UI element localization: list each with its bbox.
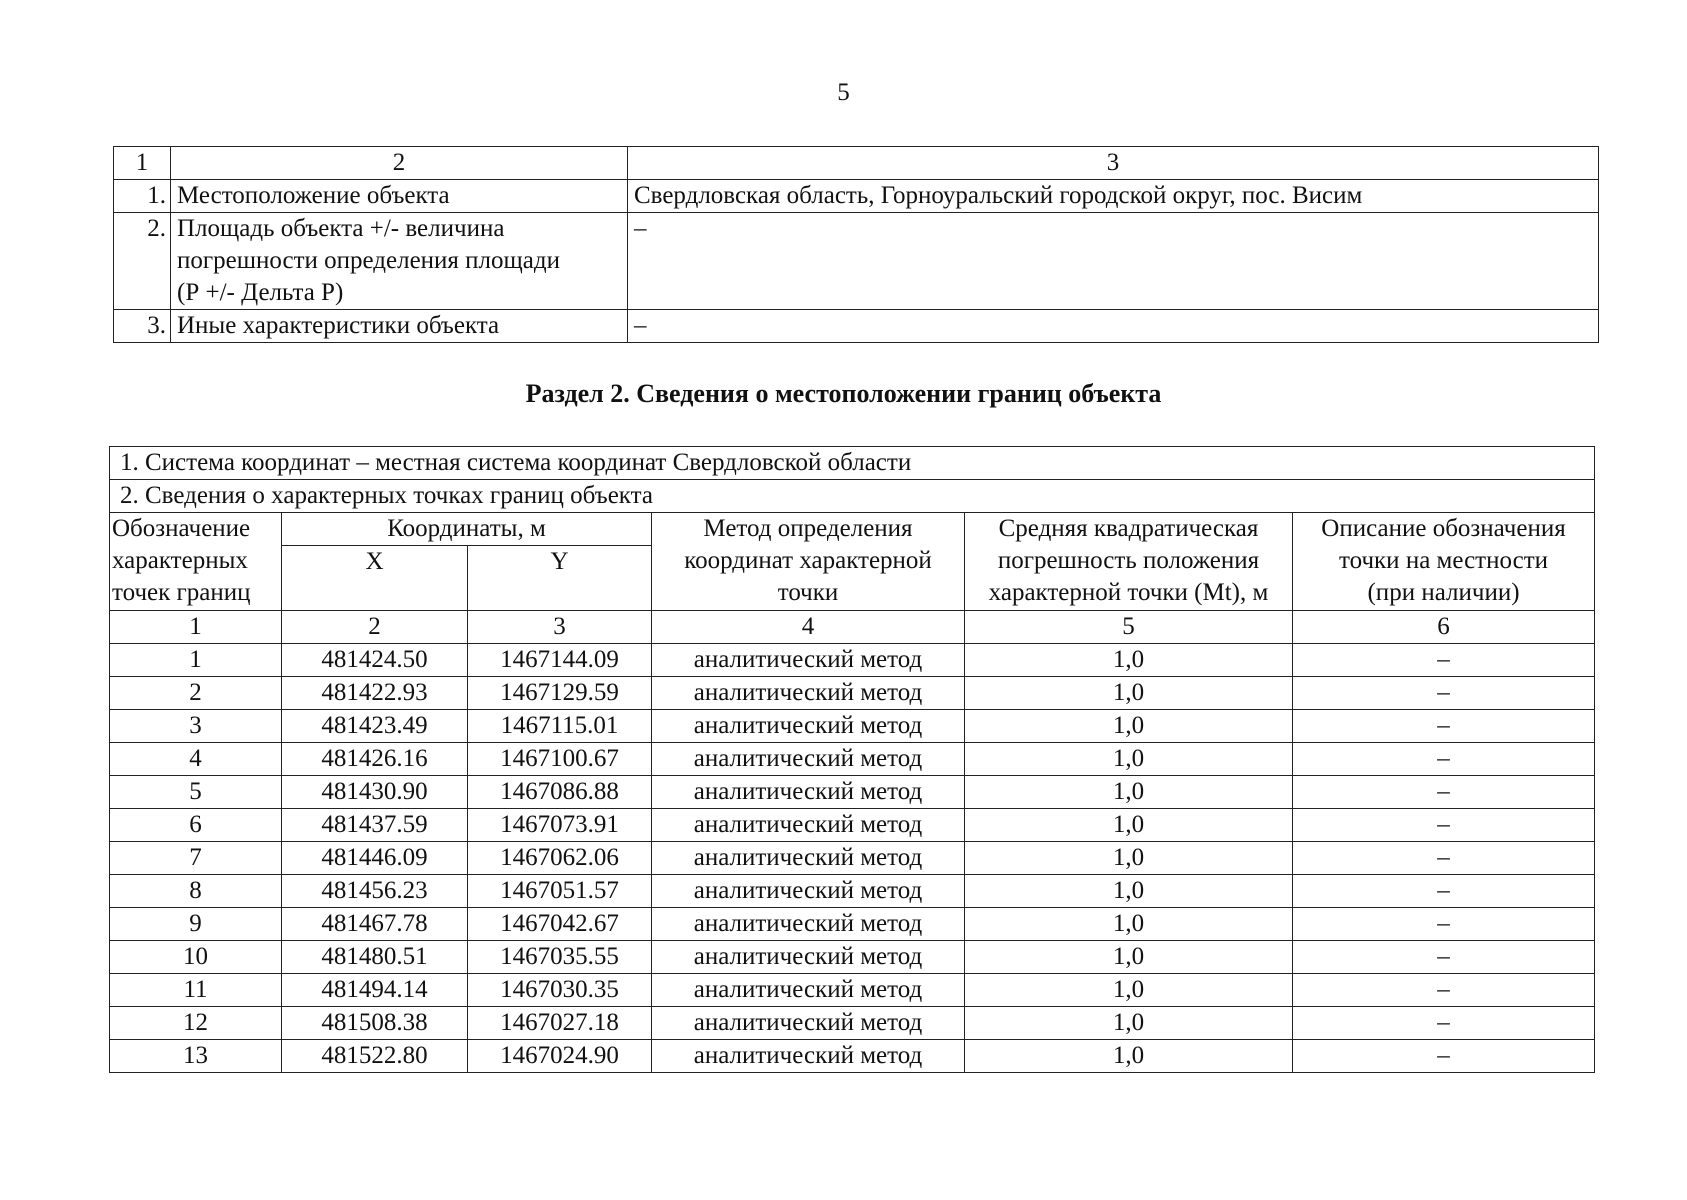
row-label: Иные характеристики объекта [171,310,628,343]
method-cell: аналитический метод [652,677,965,710]
point-number-cell: 10 [110,941,282,974]
mt-error-cell: 1,0 [965,875,1293,908]
column-number: 3 [468,611,652,644]
method-cell: аналитический метод [652,842,965,875]
boundary-points-table [109,446,1595,1073]
description-cell: – [1293,1007,1595,1040]
column-number: 3 [628,147,1599,180]
header-method [652,513,965,611]
mt-error-cell: 1,0 [965,908,1293,941]
label-line: (Р +/- Дельта Р) [177,279,344,306]
table-row [110,710,1595,743]
y-coordinate-cell: 1467115.01 [468,710,652,743]
header-line: Описание обозначения [1321,515,1566,542]
point-number-cell: 11 [110,974,282,1007]
header-y: Y [468,546,652,611]
method-cell: аналитический метод [652,1040,965,1073]
point-number-cell: 13 [110,1040,282,1073]
header-designation [110,513,282,611]
description-cell: – [1293,644,1595,677]
description-cell: – [1293,743,1595,776]
header-line: координат характерной [684,547,932,574]
x-coordinate-cell: 481422.93 [282,677,468,710]
header-line: точки [777,579,839,606]
row-label [171,213,628,310]
method-cell: аналитический метод [652,710,965,743]
points-info-text: 2. Сведения о характерных точках границ объекта [110,480,1595,513]
x-coordinate-cell: 481430.90 [282,776,468,809]
method-cell: аналитический метод [652,875,965,908]
column-number: 5 [965,611,1293,644]
table-header-row [110,513,1595,546]
row-value: – [628,213,1599,310]
header-x: X [282,546,468,611]
y-coordinate-cell: 1467144.09 [468,644,652,677]
points-info-row [110,480,1595,513]
table-row [110,644,1595,677]
header-line: характерной точки (Mt), м [988,579,1269,606]
row-value: – [628,310,1599,343]
header-description [1293,513,1595,611]
table-row [114,310,1599,343]
method-cell: аналитический метод [652,1007,965,1040]
table-row [110,974,1595,1007]
method-cell: аналитический метод [652,809,965,842]
table-row [114,180,1599,213]
point-number-cell: 5 [110,776,282,809]
point-number-cell: 1 [110,644,282,677]
x-coordinate-cell: 481467.78 [282,908,468,941]
section-title: Раздел 2. Сведения о местоположении границ объекта [525,379,1162,408]
point-number-cell: 7 [110,842,282,875]
method-cell: аналитический метод [652,776,965,809]
y-coordinate-cell: 1467073.91 [468,809,652,842]
method-cell: аналитический метод [652,743,965,776]
label-line: погрешности определения площади [177,247,560,274]
table-row [110,743,1595,776]
header-line: Обозначение [112,515,251,542]
header-line: (при наличии) [1367,579,1520,606]
x-coordinate-cell: 481446.09 [282,842,468,875]
method-cell: аналитический метод [652,644,965,677]
point-number-cell: 8 [110,875,282,908]
description-cell: – [1293,677,1595,710]
mt-error-cell: 1,0 [965,809,1293,842]
column-number: 4 [652,611,965,644]
mt-error-cell: 1,0 [965,941,1293,974]
y-coordinate-cell: 1467027.18 [468,1007,652,1040]
description-cell: – [1293,941,1595,974]
description-cell: – [1293,776,1595,809]
header-error [965,513,1293,611]
object-info-table [113,146,1599,343]
table-row [110,677,1595,710]
y-coordinate-cell: 1467030.35 [468,974,652,1007]
row-value: Свердловская область, Горноуральский городской округ, пос. Висим [628,180,1599,213]
x-coordinate-cell: 481437.59 [282,809,468,842]
y-coordinate-cell: 1467086.88 [468,776,652,809]
table-row [110,941,1595,974]
x-coordinate-cell: 481456.23 [282,875,468,908]
mt-error-cell: 1,0 [965,842,1293,875]
x-coordinate-cell: 481522.80 [282,1040,468,1073]
table-row [110,809,1595,842]
description-cell: – [1293,908,1595,941]
y-coordinate-cell: 1467062.06 [468,842,652,875]
page-number: 5 [837,79,850,106]
column-number: 6 [1293,611,1595,644]
table-row [110,908,1595,941]
coordinate-system-row [110,447,1595,480]
table-row [110,875,1595,908]
mt-error-cell: 1,0 [965,644,1293,677]
column-number: 1 [110,611,282,644]
y-coordinate-cell: 1467129.59 [468,677,652,710]
table-row [110,776,1595,809]
header-line: характерных [112,547,248,574]
method-cell: аналитический метод [652,974,965,1007]
coordinate-system-text: 1. Система координат – местная система координат Свердловской области [110,447,1595,480]
y-coordinate-cell: 1467024.90 [468,1040,652,1073]
mt-error-cell: 1,0 [965,710,1293,743]
row-number: 1. [114,180,171,213]
x-coordinate-cell: 481494.14 [282,974,468,1007]
mt-error-cell: 1,0 [965,974,1293,1007]
point-number-cell: 4 [110,743,282,776]
point-number-cell: 12 [110,1007,282,1040]
mt-error-cell: 1,0 [965,743,1293,776]
table-row [114,213,1599,310]
x-coordinate-cell: 481480.51 [282,941,468,974]
description-cell: – [1293,974,1595,1007]
column-numbers-row [110,611,1595,644]
point-number-cell: 9 [110,908,282,941]
header-line: погрешность положения [997,547,1260,574]
x-coordinate-cell: 481424.50 [282,644,468,677]
point-number-cell: 2 [110,677,282,710]
row-label: Местоположение объекта [171,180,628,213]
method-cell: аналитический метод [652,941,965,974]
x-coordinate-cell: 481508.38 [282,1007,468,1040]
table-row [110,1040,1595,1073]
mt-error-cell: 1,0 [965,1007,1293,1040]
y-coordinate-cell: 1467100.67 [468,743,652,776]
y-coordinate-cell: 1467051.57 [468,875,652,908]
description-cell: – [1293,842,1595,875]
column-number: 2 [171,147,628,180]
table-row [110,842,1595,875]
description-cell: – [1293,1040,1595,1073]
column-number: 1 [114,147,171,180]
row-number: 2. [114,213,171,310]
y-coordinate-cell: 1467035.55 [468,941,652,974]
x-coordinate-cell: 481426.16 [282,743,468,776]
header-line: точки на местности [1339,547,1548,574]
table-header-row [114,147,1599,180]
description-cell: – [1293,710,1595,743]
header-line: Метод определения [703,515,913,542]
mt-error-cell: 1,0 [965,776,1293,809]
description-cell: – [1293,809,1595,842]
header-coordinates: Координаты, м [282,513,652,546]
mt-error-cell: 1,0 [965,1040,1293,1073]
method-cell: аналитический метод [652,908,965,941]
mt-error-cell: 1,0 [965,677,1293,710]
description-cell: – [1293,875,1595,908]
y-coordinate-cell: 1467042.67 [468,908,652,941]
table-row [110,1007,1595,1040]
x-coordinate-cell: 481423.49 [282,710,468,743]
point-number-cell: 6 [110,809,282,842]
header-line: Средняя квадратическая [998,515,1259,542]
header-line: точек границ [112,579,251,606]
row-number: 3. [114,310,171,343]
point-number-cell: 3 [110,710,282,743]
label-line: Площадь объекта +/- величина [177,215,505,242]
column-number: 2 [282,611,468,644]
